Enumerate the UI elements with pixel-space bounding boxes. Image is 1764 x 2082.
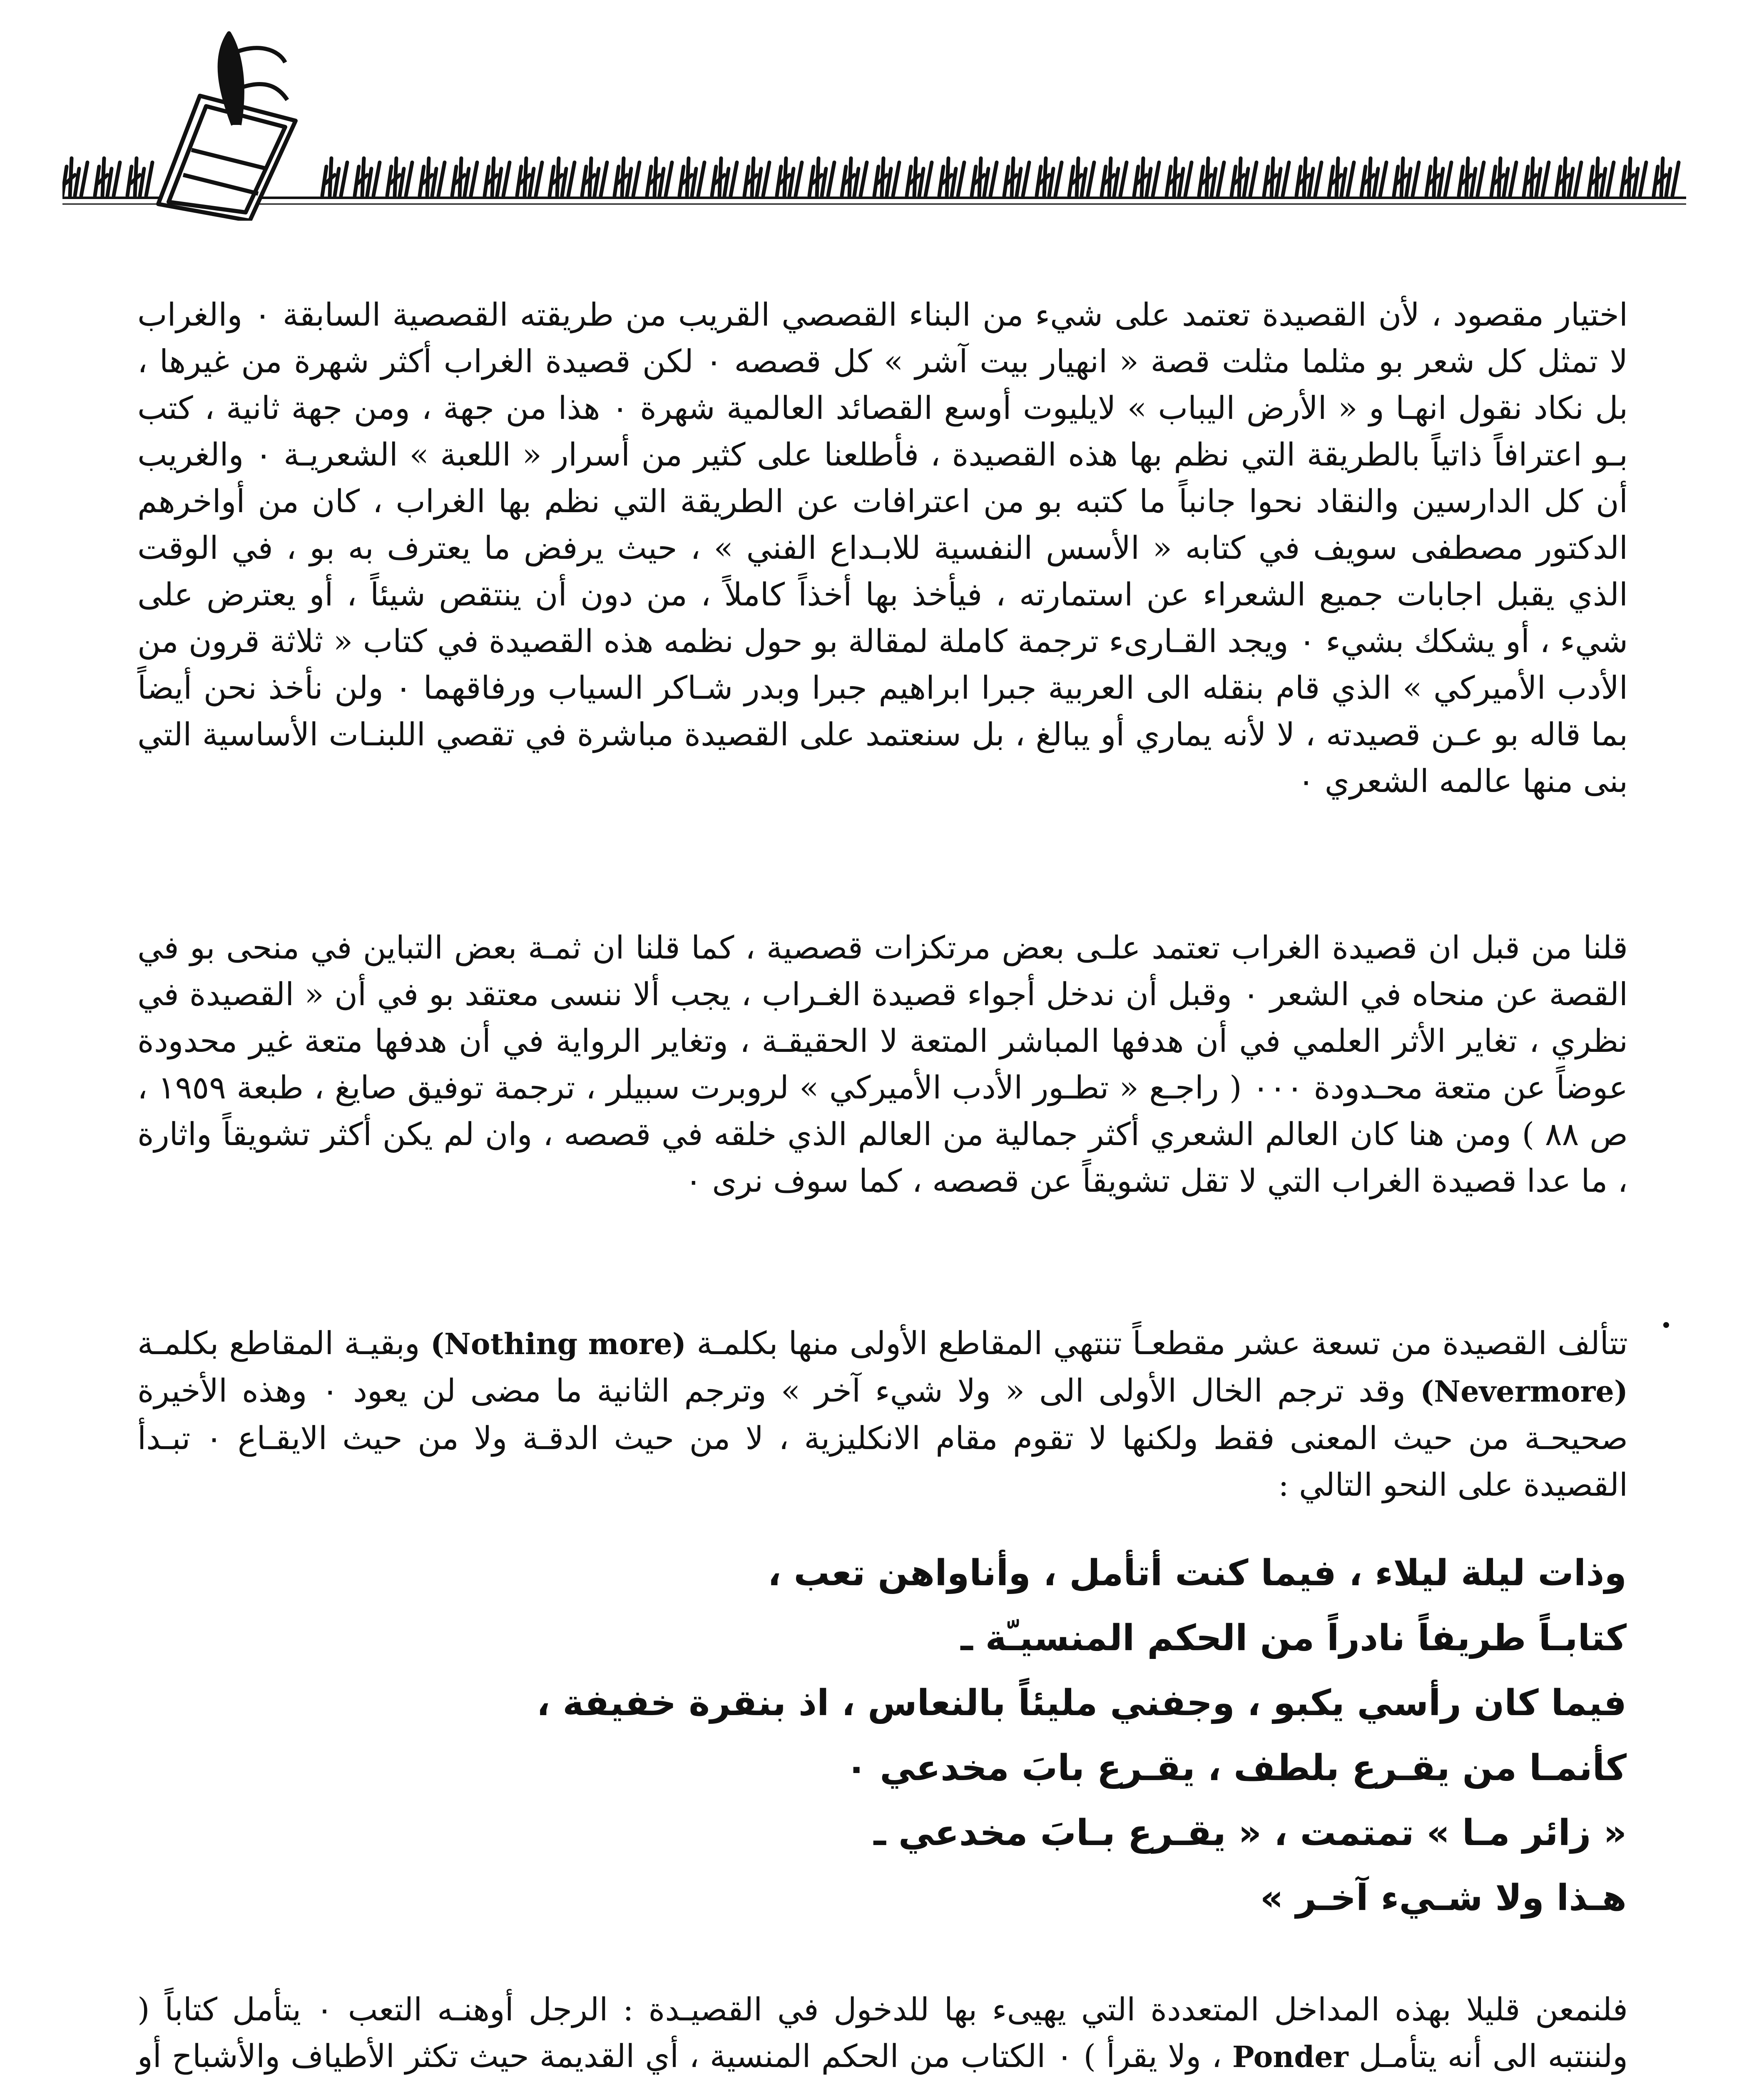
quill-and-grass-border-icon — [62, 25, 1686, 221]
poem-line: كتابـاً طريفاً نادراً من الحكم المنسيـّة ـ — [960, 1617, 1627, 1659]
paragraph-2: قلنا من قبل ان قصيدة الغراب تعتمد علـى بعض مرتكزات قصصية ، كما قلنا ان ثمـة بعض التباين في منحى بو في القصة عن منحاه في الشعر ٠ وقبل أن ندخل أجواء قصيدة الغـراب ، يجب ألا ننسى معتقد بو في أن « القصيدة في نظري ، تغاير الأثر العلمي في أن هدفها المباشر المتعة لا الحقيقـة ، وتغاير الرواية في أن هدفها متعة غير محدودة عوضاً عن متعة محـدودة ٠٠٠ ( راجـع « تطـور الأدب الأميركي » لروبرت سبيلر ، ترجمة توفيق صايغ ، طبعة ١٩٥٩ ، ص ٨٨ ) ومن هنا كان العالم الشعري أكثر جمالية من العالم الذي خلقه في قصصه ، وان لم يكن أكثر تشويقاً واثارة ، ما عدا قصيدة الغراب التي لا تقل تشويقاً عن قصصه ، كما سوف نرى ٠ — [137, 929, 1628, 1199]
poem-line: كأنمـا من يقـرع بلطف ، يقـرع بابَ مخدعي ٠ — [845, 1747, 1627, 1789]
term-ponder: Ponder — [1232, 2040, 1349, 2074]
paragraph-3 — [137, 1320, 1628, 1508]
paragraph-4-part-1: فلنمعن قليلا بهذه المداخل المتعددة التي يهيىء بها للدخول في القصيـدة : الرجل أوهنـه التعب ٠ يتأمل كتاباً ( ولننتبه الى أنه يتأمـل — [137, 1991, 1628, 2075]
stray-ink-dot — [1663, 1322, 1669, 1328]
poem-excerpt — [378, 1541, 1627, 1930]
paragraph-1: اختيار مقصود ، لأن القصيدة تعتمد على شيء من البناء القصصي القريب من طريقته القصصية السابقة ٠ والغراب لا تمثل كل شعر بو مثلما مثلت قصة « انهيار بيت آشر » كل قصصه ٠ لكن قصيدة الغراب أكثر شهرة من غيرها ، بل نكاد نقول انهـا و « الأرض اليباب » لايليوت أوسع القصائد العالمية شهرة ٠ هذا من جهة ، ومن جهة ثانية ، كتب بـو اعترافاً ذاتياً بالطريقة التي نظم بها هذه القصيدة ، فأطلعنا على كثير من أسرار « اللعبة » الشعريـة ٠ والغريب أن كل الدارسين والنقاد نحوا جانباً ما كتبه بو من اعترافات عن الطريقة التي نظم بها الغراب ، كان من أواخرهم الدكتور مصطفى سويف في كتابه « الأسس النفسية للابـداع الفني » ، حيث يرفض ما يعترف به بو ، في الوقت الذي يقبل اجابات جميع الشعراء عن استمارته ، فيأخذ بها أخذاً كاملاً ، من دون أن ينتقص شيئاً ، أو يعترض على شيء ، أو يشكك بشيء ٠ ويجد القـارىء ترجمة كاملة لمقالة بو حول نظمه هذه القصيدة في كتاب « ثلاثة قرون من الأدب الأميركي » الذي قام بنقله الى العربية جبرا ابراهيم جبرا وبدر شـاكر السياب ورفاقهما ٠ ولن نأخذ نحن أيضاً بما قاله بو عـن قصيدته ، لا لأنه يماري أو يبالغ ، بل سنعتمد على القصيدة مباشرة في تقصي اللبنـات الأساسية التي بنى منها عالمه الشعري ٠ — [137, 296, 1628, 799]
paragraph-3-part-1: تتألف القصيدة من تسعة عشر مقطعـاً تنتهي المقاطع الأولى منها بكلمـة — [697, 1325, 1628, 1362]
poem-line: فيما كان رأسي يكبو ، وجفني مليئاً بالنعاس ، اذ بنقرة خفيفة ، — [536, 1682, 1627, 1724]
paragraph-4-part-2: ، ولا يقرأ ) ٠ الكتاب من الحكم المنسية ، أي القديمة حيث تكثر الأطياف والأشباح أو — [137, 2037, 1222, 2075]
poem-line: هـذا ولا شـيء آخـر » — [1260, 1877, 1627, 1919]
term-nothing-more: (Nothing more) — [430, 1327, 686, 1361]
paragraph-3-part-3: وقد ترجم الخال الأولى الى « ولا شيء آخر » وترجم الثانية ما مضى لن يعود ٠ وهذه الأخيرة صحيحـة من حيث المعنى فقط ولكنها لا تقوم مقام الانكليزية ، لا من حيث الدقـة ولا من حيث الايقـاع ٠ تبـدأ القصيدة على النحو التالي : — [137, 1372, 1628, 1503]
poem-line: وذات ليلة ليلاء ، فيما كنت أتأمل ، وأناواهن تعب ، — [767, 1552, 1627, 1594]
paragraph-3-part-2: وبقيـة المقاطع بكلمـة — [137, 1325, 420, 1362]
poem-line: « زائر مـا » تمتمت ، « يقـرع بـابَ مخدعي ـ — [873, 1812, 1627, 1854]
term-nevermore: (Nevermore) — [1420, 1374, 1628, 1409]
paragraph-4 — [137, 1986, 1628, 2082]
